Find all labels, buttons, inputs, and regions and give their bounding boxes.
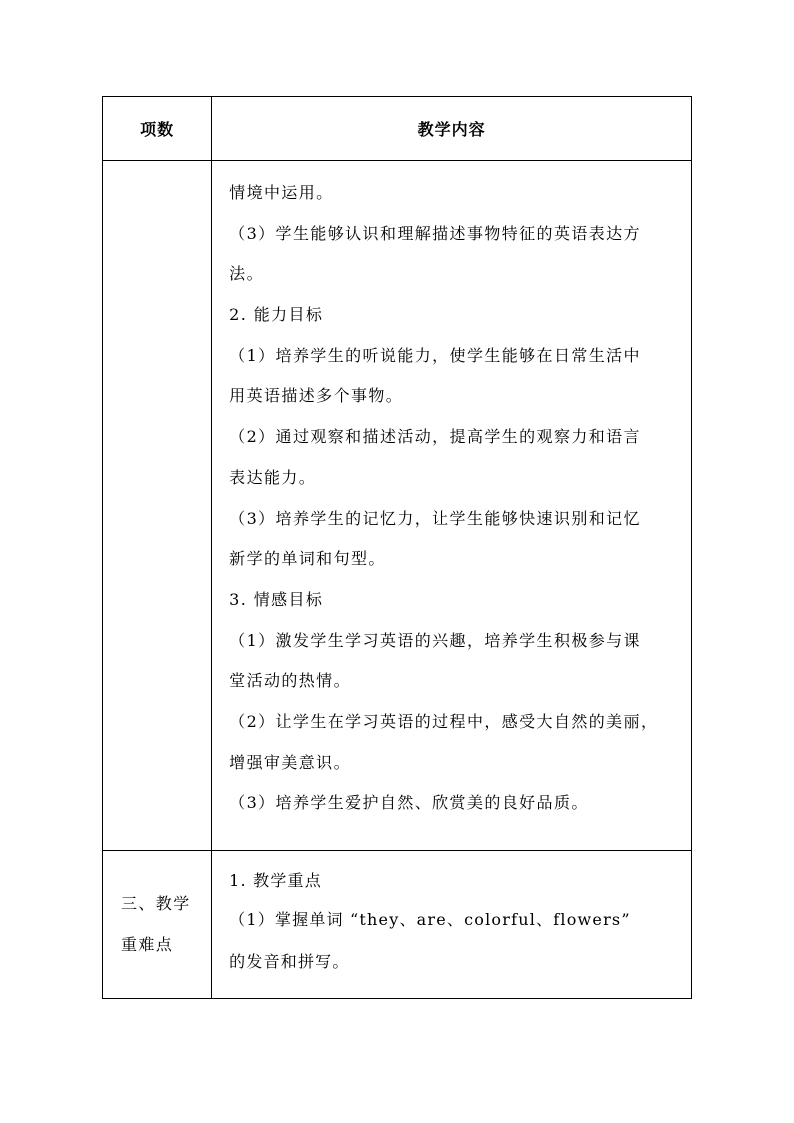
keypoints-line: （1）掌握单词 “they、are、colorful、flowers” — [229, 910, 631, 929]
goals-line: （1）激发学生学习英语的兴趣，培养学生积极参与课 — [229, 630, 641, 650]
goals-line: 表达能力。 — [229, 467, 317, 487]
goals-item-cell — [103, 161, 212, 851]
goals-line: 增强审美意识。 — [229, 752, 351, 772]
goals-line: 法。 — [229, 264, 264, 284]
goals-line: （3）学生能够认识和理解描述事物特征的英语表达方 — [229, 223, 641, 243]
goals-line: （2）让学生在学习英语的过程中，感受大自然的美丽， — [229, 711, 659, 731]
goals-line: （1）培养学生的听说能力，使学生能够在日常生活中 — [229, 345, 641, 365]
keypoints-content-cell — [212, 851, 692, 999]
keypoints-item-label-line2: 重难点 — [121, 934, 174, 954]
goals-line: （3）培养学生爱护自然、欣赏美的良好品质。 — [229, 793, 589, 813]
goals-line: 用英语描述多个事物。 — [229, 386, 404, 406]
goals-text-block — [212, 161, 691, 824]
goals-line: 堂活动的热情。 — [229, 671, 351, 691]
goals-content-cell — [212, 161, 692, 851]
key-points-heading: 1. 教学重点 — [229, 871, 322, 890]
keypoints-item-label-line1: 三、教学 — [121, 893, 191, 913]
teaching-goals-row — [103, 161, 692, 851]
content-column-header: 教学内容 — [212, 97, 692, 161]
goals-line: （2）通过观察和描述活动，提高学生的观察力和语言 — [229, 427, 641, 447]
keypoints-text-block — [212, 851, 691, 983]
key-difficult-points-row — [103, 851, 692, 999]
ability-goals-heading: 2. 能力目标 — [229, 305, 324, 325]
goals-line: 情境中运用。 — [229, 183, 334, 202]
table-header-row — [103, 97, 692, 161]
lesson-plan-table — [102, 96, 692, 999]
emotion-goals-heading: 3. 情感目标 — [229, 589, 324, 609]
keypoints-line: 的发音和拼写。 — [229, 952, 350, 971]
goals-line: 新学的单词和句型。 — [229, 549, 386, 569]
item-column-header: 项数 — [103, 97, 212, 161]
goals-line: （3）培养学生的记忆力，让学生能够快速识别和记忆 — [229, 508, 641, 528]
keypoints-item-cell — [103, 851, 212, 999]
